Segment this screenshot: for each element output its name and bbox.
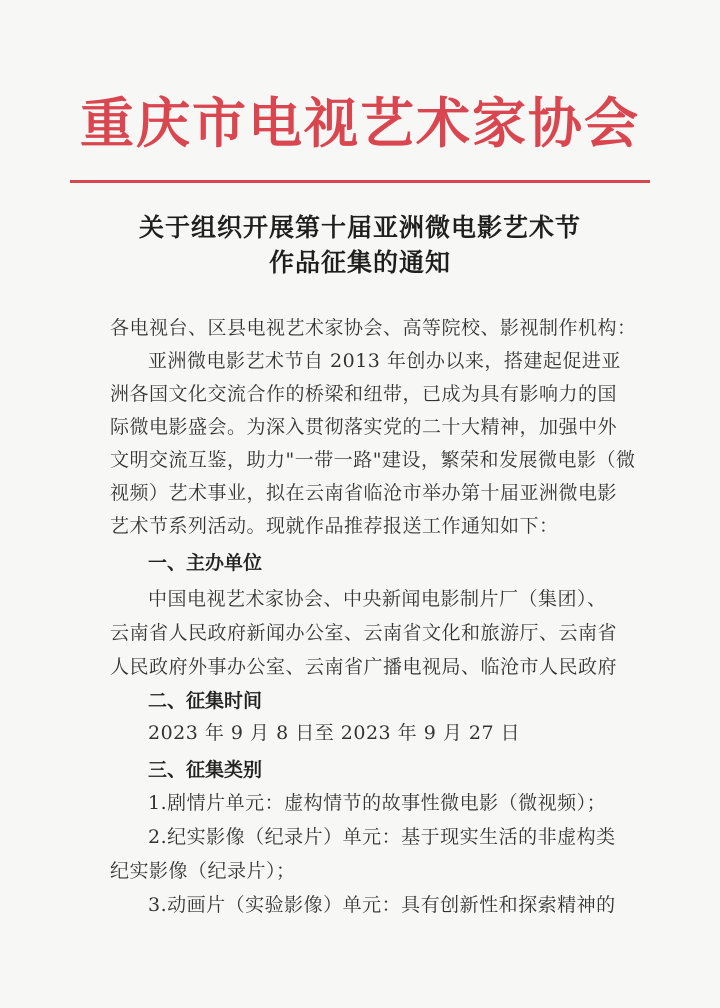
section-3-line-2: 2.纪实影像（纪录片）单元：基于现实生活的非虚构类 bbox=[148, 826, 616, 848]
intro-line-6: 艺术节系列活动。现就作品推荐报送工作通知如下： bbox=[110, 515, 559, 537]
intro-line-4: 文明交流互鉴，助力"一带一路"建设，繁荣和发展微电影（微 bbox=[110, 449, 636, 471]
letterhead-org-name: 重庆市电视艺术家协会 bbox=[80, 91, 640, 155]
section-2-heading: 二、征集时间 bbox=[148, 690, 263, 712]
section-3-line-4: 3.动画片（实验影像）单元：具有创新性和探索精神的 bbox=[148, 894, 616, 916]
section-1-line-2: 云南省人民政府新闻办公室、云南省文化和旅游厅、云南省 bbox=[110, 622, 618, 644]
addressee: 各电视台、区县电视艺术家协会、高等院校、影视制作机构： bbox=[110, 317, 637, 339]
section-1-line-1: 中国电视艺术家协会、中央新闻电影制片厂（集团）、 bbox=[148, 588, 607, 610]
section-3-line-3: 纪实影像（纪录片）； bbox=[110, 860, 296, 882]
intro-line-5: 视频）艺术事业，拟在云南省临沧市举办第十届亚洲微电影 bbox=[110, 482, 618, 504]
notice-title-line-1: 关于组织开展第十届亚洲微电影艺术节 bbox=[138, 213, 581, 242]
intro-line-2: 洲各国文化交流合作的桥梁和纽带，已成为具有影响力的国 bbox=[110, 383, 618, 405]
intro-line-1: 亚洲微电影艺术节自 2013 年创办以来，搭建起促进亚 bbox=[148, 350, 621, 372]
notice-title-line-2: 作品征集的通知 bbox=[268, 248, 451, 277]
section-1-heading: 一、主办单位 bbox=[148, 552, 263, 574]
section-3-line-1: 1.剧情片单元：虚构情节的故事性微电影（微视频）； bbox=[148, 792, 607, 814]
letterhead-red-rule bbox=[70, 180, 650, 183]
section-1-line-3: 人民政府外事办公室、云南省广播电视局、临沧市人民政府 bbox=[110, 656, 618, 678]
section-3-heading: 三、征集类别 bbox=[148, 759, 263, 781]
section-2-line-1: 2023 年 9 月 8 日至 2023 年 9 月 27 日 bbox=[148, 722, 521, 744]
intro-line-3: 际微电影盛会。为深入贯彻落实党的二十大精神，加强中外 bbox=[110, 416, 618, 438]
